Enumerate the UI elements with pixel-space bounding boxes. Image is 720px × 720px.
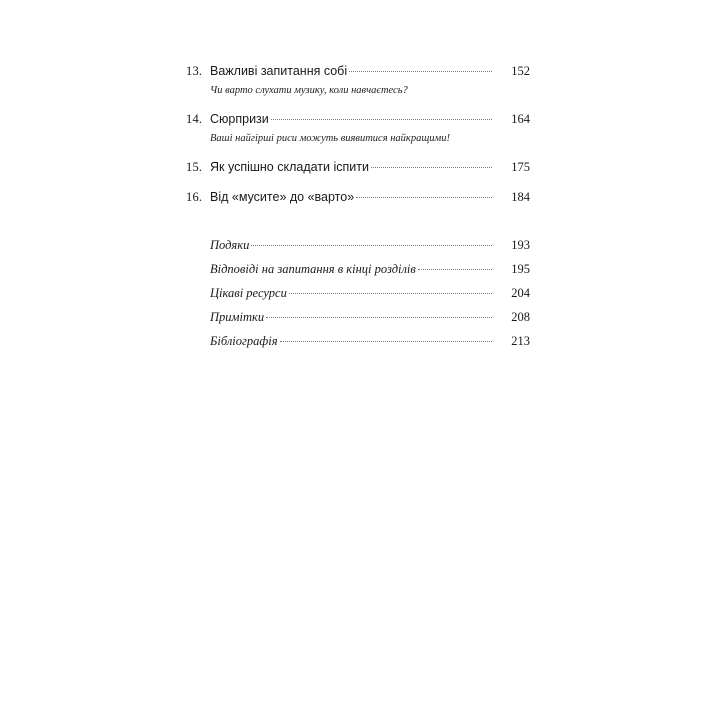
page-number: 193 (511, 238, 530, 252)
dot-leader (271, 119, 492, 120)
dot-leader (266, 317, 492, 318)
toc-entry-row[interactable] (186, 112, 530, 132)
page-number: 152 (511, 64, 530, 78)
chapter-number: 16. (186, 190, 203, 204)
chapter-title[interactable]: Сюрпризи (210, 112, 269, 126)
chapter-title[interactable]: Важливі запитання собі (210, 64, 348, 78)
chapter-number: 13. (186, 64, 203, 78)
chapter-number: 15. (186, 160, 203, 174)
page-number: 164 (511, 112, 530, 126)
toc-entry-row[interactable] (186, 190, 530, 210)
back-matter-title[interactable]: Подяки (210, 238, 250, 252)
back-matter-title[interactable]: Цікаві ресурси (210, 286, 287, 300)
toc-entry-bibliography[interactable] (186, 334, 530, 358)
chapter-title[interactable]: Від «мусите» до «варто» (210, 190, 355, 204)
toc-chapter-16 (186, 190, 530, 210)
dot-leader (289, 293, 492, 294)
back-matter-title[interactable]: Відповіді на запитання в кінці розділів (210, 262, 416, 276)
toc-entry-notes[interactable] (186, 310, 530, 334)
toc-chapter-15 (186, 160, 530, 180)
page-number: 208 (511, 310, 530, 324)
dot-leader (371, 167, 492, 168)
chapter-number: 14. (186, 112, 203, 126)
toc-entry-answers[interactable] (186, 262, 530, 286)
chapter-title[interactable]: Як успішно складати іспити (210, 160, 369, 174)
toc-chapter-14 (186, 112, 530, 146)
back-matter-title[interactable]: Примітки (210, 310, 265, 324)
page-number: 204 (511, 286, 530, 300)
chapter-subtitle: Ваші найгірші риси можуть виявитися найкращими! (210, 133, 450, 144)
chapter-subtitle: Чи варто слухати музику, коли навчаєтесь? (210, 85, 408, 96)
back-matter-title[interactable]: Бібліографія (210, 334, 278, 348)
back-matter-list (186, 238, 530, 358)
toc-entry-resources[interactable] (186, 286, 530, 310)
dot-leader (280, 341, 492, 342)
dot-leader (349, 71, 492, 72)
toc-entry-row[interactable] (186, 160, 530, 180)
toc-entry-row[interactable] (186, 64, 530, 84)
dot-leader (418, 269, 492, 270)
page-number: 184 (511, 190, 530, 204)
page-number: 213 (511, 334, 530, 348)
toc-chapter-13 (186, 64, 530, 98)
dot-leader (356, 197, 492, 198)
table-of-contents (186, 64, 530, 358)
toc-entry-acknowledgements[interactable] (186, 238, 530, 262)
page-number: 175 (511, 160, 530, 174)
dot-leader (251, 245, 492, 246)
page-number: 195 (511, 262, 530, 276)
